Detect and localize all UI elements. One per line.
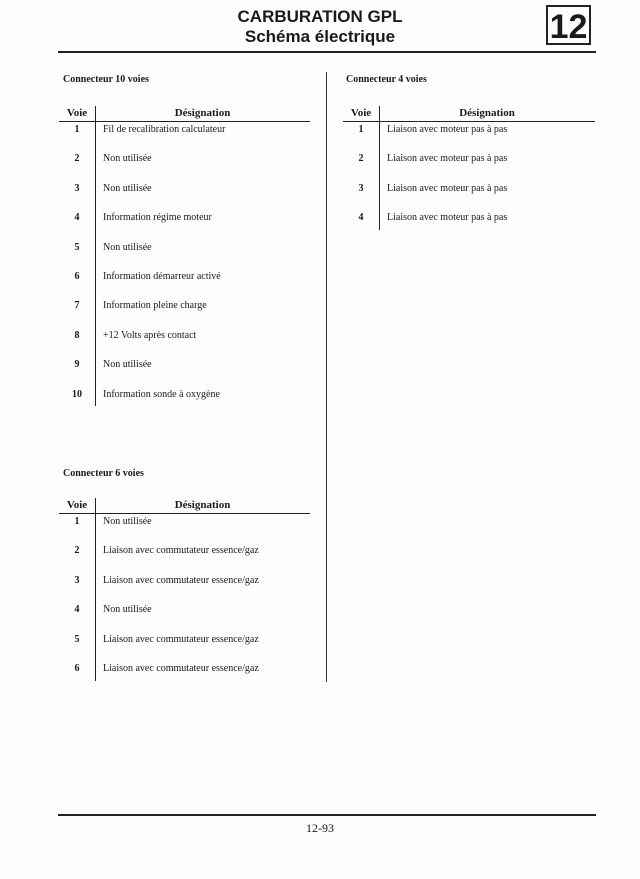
page-number: 12-93 <box>306 821 334 835</box>
table-row <box>343 181 595 210</box>
voie-number: 2 <box>74 153 80 165</box>
column-header-designation: Désignation <box>459 107 515 119</box>
designation-text: Liaison avec moteur pas à pas <box>387 124 508 135</box>
column-header-voie: Voie <box>66 107 88 119</box>
connector-4-title: Connecteur 4 voies <box>346 74 427 85</box>
voie-number: 3 <box>74 574 80 586</box>
table-row <box>59 661 310 690</box>
voie-number: 6 <box>74 271 80 282</box>
designation-text: Liaison avec commutateur essence/gaz <box>103 545 259 557</box>
column-header-voie: Voie <box>66 499 88 511</box>
column-header-voie: Voie <box>350 107 372 119</box>
designation-text: Liaison avec commutateur essence/gaz <box>103 663 259 674</box>
column-header-designation: Désignation <box>174 107 231 119</box>
voie-number: 8 <box>74 329 80 341</box>
connector-10-table <box>59 106 310 408</box>
page-title: CARBURATION GPL <box>237 7 403 26</box>
table-header <box>59 106 310 121</box>
voie-number: 4 <box>358 212 364 224</box>
table-row <box>59 602 310 631</box>
connector-10-title: Connecteur 10 voies <box>63 74 149 85</box>
table-row <box>343 122 595 151</box>
voie-number: 3 <box>74 182 80 194</box>
table-row <box>59 269 310 298</box>
header-rule <box>58 51 596 53</box>
designation-text: Fil de recalibration calculateur <box>103 124 226 135</box>
designation-text: Information démarreur activé <box>103 271 221 282</box>
designation-text: Non utilisée <box>103 182 152 194</box>
table-row <box>59 240 310 269</box>
table-row <box>59 357 310 386</box>
voie-number: 5 <box>74 241 80 253</box>
voie-number: 2 <box>74 545 80 557</box>
table-row <box>59 573 310 602</box>
table-row <box>59 514 310 543</box>
table-row <box>59 151 310 180</box>
table-header <box>59 498 310 513</box>
voie-number: 6 <box>74 663 80 674</box>
voie-number: 4 <box>74 604 80 616</box>
page-subtitle: Schéma électrique <box>244 27 396 46</box>
footer-rule <box>58 814 596 816</box>
designation-text: Information sonde à oxygène <box>103 388 220 400</box>
voie-number: 5 <box>74 633 80 645</box>
designation-text: Liaison avec moteur pas à pas <box>387 212 508 224</box>
connector-6-title: Connecteur 6 voies <box>63 468 144 479</box>
table-row <box>59 632 310 661</box>
voie-number: 3 <box>358 182 364 194</box>
column-divider <box>326 72 327 682</box>
voie-number: 1 <box>358 124 364 135</box>
table-row <box>59 328 310 357</box>
voie-number: 1 <box>74 124 80 135</box>
table-row <box>59 122 310 151</box>
table-row <box>59 543 310 572</box>
designation-text: Non utilisée <box>103 359 152 371</box>
designation-text: Liaison avec commutateur essence/gaz <box>103 574 259 586</box>
designation-text: Liaison avec moteur pas à pas <box>387 182 508 194</box>
designation-text: Non utilisée <box>103 241 152 253</box>
table-row <box>59 181 310 210</box>
designation-text: Liaison avec moteur pas à pas <box>387 153 508 165</box>
voie-number: 1 <box>74 516 80 527</box>
column-header-designation: Désignation <box>174 499 231 511</box>
designation-text: Information pleine charge <box>103 300 207 312</box>
designation-text: Liaison avec commutateur essence/gaz <box>103 633 259 645</box>
voie-number: 10 <box>72 388 82 400</box>
voie-number: 7 <box>74 300 80 312</box>
table-row <box>343 210 595 239</box>
table-row <box>59 387 310 416</box>
voie-number: 2 <box>358 153 364 165</box>
voie-number: 4 <box>74 212 80 224</box>
table-row <box>59 210 310 239</box>
chapter-number-badge: 12 <box>546 5 591 45</box>
connector-4-table <box>343 106 595 232</box>
table-row <box>59 298 310 327</box>
table-header <box>343 106 595 121</box>
designation-text: Non utilisée <box>103 516 152 527</box>
voie-number: 9 <box>74 359 80 371</box>
designation-text: +12 Volts après contact <box>103 329 197 341</box>
designation-text: Non utilisée <box>103 153 152 165</box>
designation-text: Non utilisée <box>103 604 152 616</box>
table-row <box>343 151 595 180</box>
connector-6-table <box>59 498 310 683</box>
designation-text: Information régime moteur <box>103 212 212 224</box>
